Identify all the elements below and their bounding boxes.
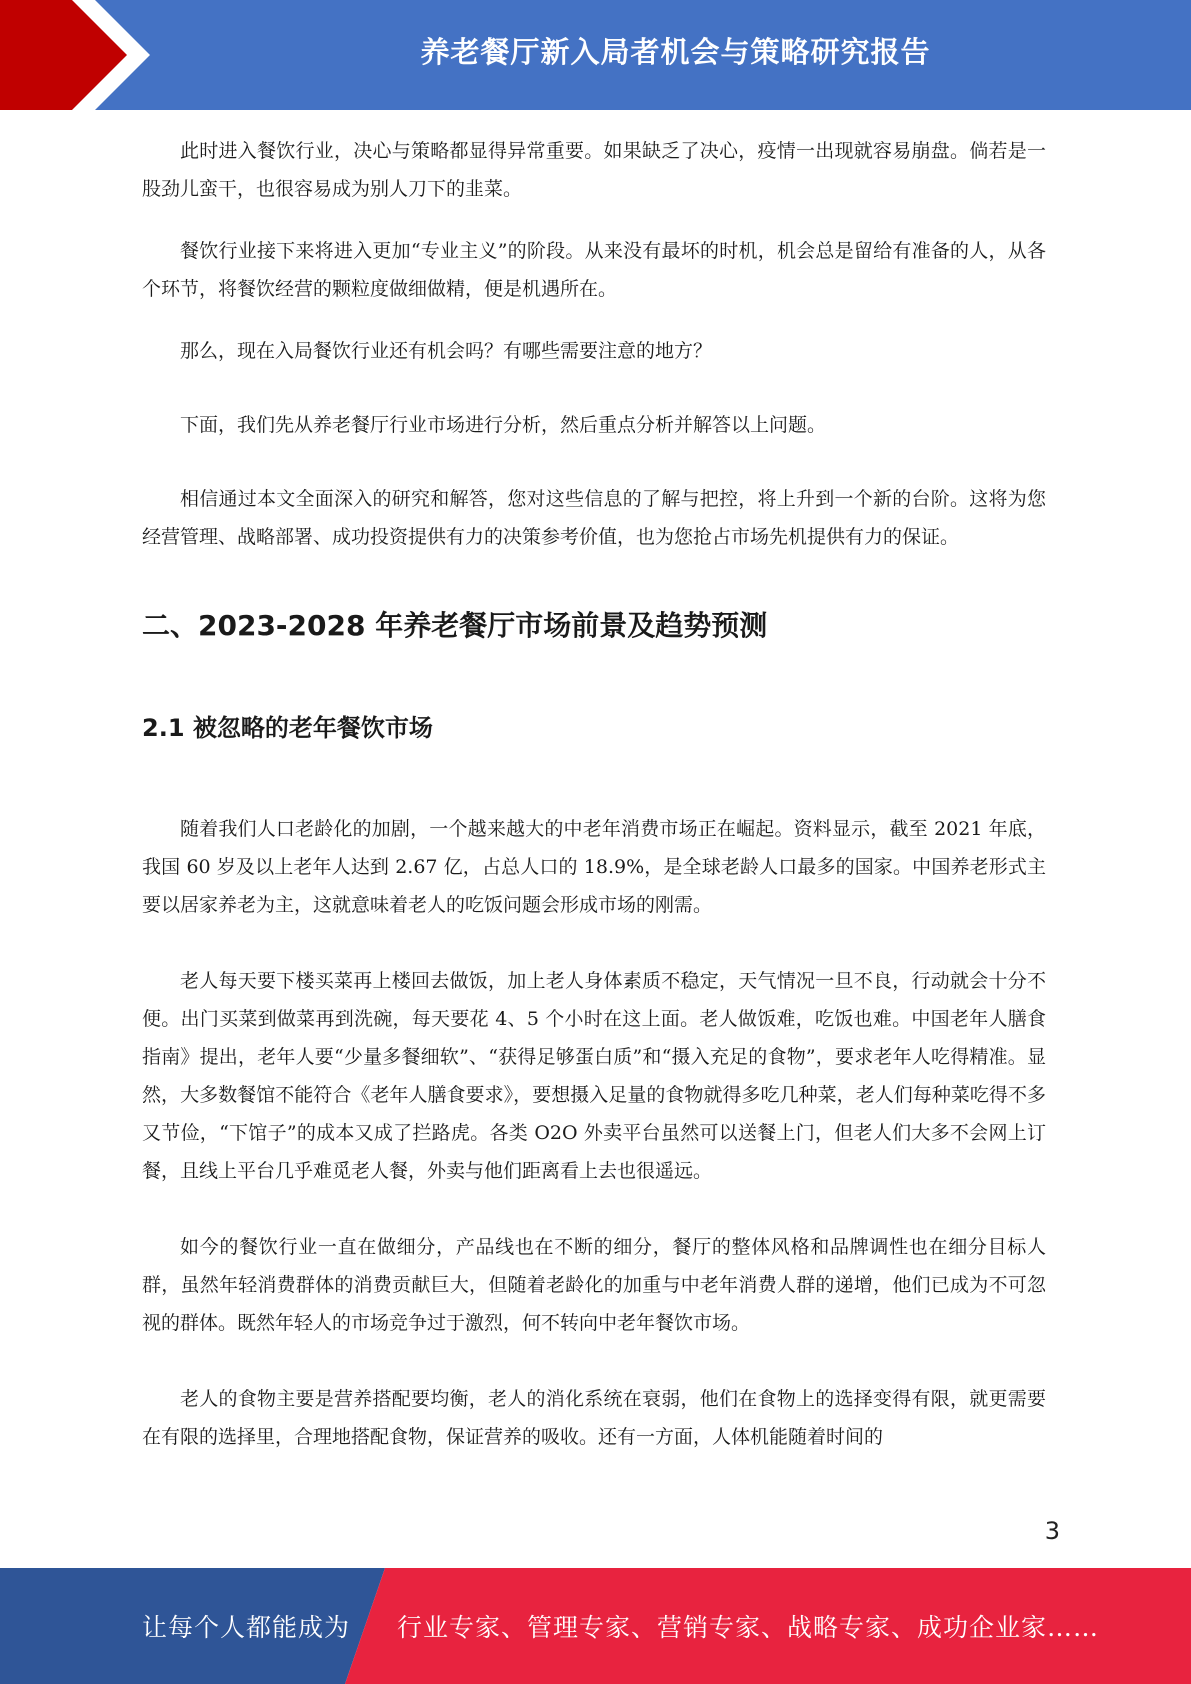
body-paragraph-1: 随着我们人口老龄化的加剧，一个越来越大的中老年消费市场正在崛起。资料显示，截至 2021 年底，我国 60 岁及以上老年人达到 2.67 亿，占总人口的 18.9%，是全球老龄人口最多的国家。中国养老形式主要以居家养老为主，这就意味着老人的吃饭问题会形成市场的刚需。 (142, 818, 1046, 916)
section-heading: 二、2023-2028 年养老餐厅市场前景及趋势预测 (142, 609, 768, 642)
page-content (142, 132, 1046, 1456)
footer-slogan-left: 让每个人都能成为 (142, 1613, 351, 1642)
intro-paragraph-1: 此时进入餐饮行业，决心与策略都显得异常重要。如果缺乏了决心，疫情一出现就容易崩盘。倘若是一股劲儿蛮干，也很容易成为别人刀下的韭菜。 (142, 140, 1046, 200)
intro-paragraph-4: 下面，我们先从养老餐厅行业市场进行分析，然后重点分析并解答以上问题。 (180, 414, 827, 436)
intro-paragraph-3: 那么，现在入局餐饮行业还有机会吗？有哪些需要注意的地方？ (180, 340, 713, 362)
body-paragraph-3: 如今的餐饮行业一直在做细分，产品线也在不断的细分，餐厅的整体风格和品牌调性也在细分目标人群，虽然年轻消费群体的消费贡献巨大，但随着老龄化的加重与中老年消费人群的递增，他们已成为不可忽视的群体。既然年轻人的市场竞争过于激烈，何不转向中老年餐饮市场。 (142, 1236, 1046, 1334)
page-header (0, 0, 1191, 110)
header-arrow-decoration (0, 0, 160, 110)
footer-slogan-right: 行业专家、管理专家、营销专家、战略专家、成功企业家…… (397, 1613, 1100, 1642)
intro-paragraph-5: 相信通过本文全面深入的研究和解答，您对这些信息的了解与把控，将上升到一个新的台阶。这将为您经营管理、战略部署、成功投资提供有力的决策参考价值，也为您抢占市场先机提供有力的保证。 (142, 488, 1046, 548)
subsection-heading: 2.1 被忽略的老年餐饮市场 (142, 714, 433, 742)
intro-paragraph-2: 餐饮行业接下来将进入更加“专业主义”的阶段。从来没有最坏的时机，机会总是留给有准备的人，从各个环节，将餐饮经营的颗粒度做细做精，便是机遇所在。 (142, 240, 1046, 300)
body-paragraph-2: 老人每天要下楼买菜再上楼回去做饭，加上老人身体素质不稳定，天气情况一旦不良，行动就会十分不便。出门买菜到做菜再到洗碗，每天要花 4、5 个小时在这上面。老人做饭难，吃饭也难。中国老年人膳食指南》提出，老年人要“少量多餐细软”、“获得足够蛋白质”和“摄入充足的食物”，要求老年人吃得精准。显然，大多数餐馆不能符合《老年人膳食要求》，要想摄入足量的食物就得多吃几种菜，老人们每种菜吃得不多又节俭，“下馆子”的成本又成了拦路虎。各类 O2O 外卖平台虽然可以送餐上门，但老人们大多不会网上订餐，且线上平台几乎难觅老人餐，外卖与他们距离看上去也很遥远。 (142, 970, 1046, 1182)
report-title: 养老餐厅新入局者机会与策略研究报告 (420, 34, 931, 69)
page-footer (0, 1568, 1191, 1684)
body-paragraph-4: 老人的食物主要是营养搭配要均衡，老人的消化系统在衰弱，他们在食物上的选择变得有限，就更需要在有限的选择里，合理地搭配食物，保证营养的吸收。还有一方面，人体机能随着时间的 (142, 1388, 1046, 1448)
page-number: 3 (1044, 1517, 1060, 1545)
